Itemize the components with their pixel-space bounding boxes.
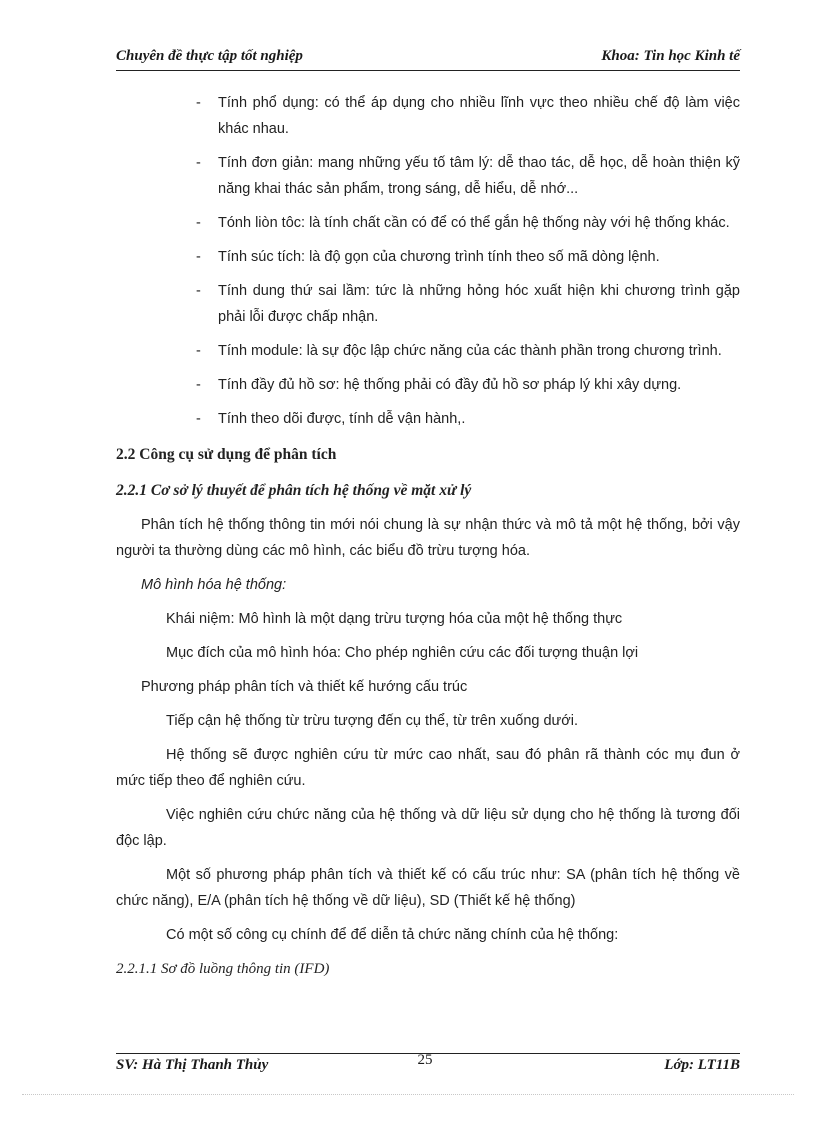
list-item: - Tính phổ dụng: có thể áp dụng cho nhiều lĩnh vực theo nhiều chế độ làm việc khác nhau. (196, 95, 740, 137)
list-item: - Tính module: là sự độc lập chức năng của các thành phần trong chương trình. (196, 343, 722, 359)
section-heading: 2.2 Công cụ sử dụng để phân tích (116, 446, 337, 463)
model-heading: Mô hình hóa hệ thống: (141, 577, 287, 593)
header-right: Khoa: Tin học Kinh tế (601, 48, 740, 64)
paragraph: Có một số công cụ chính để để diễn tả chức năng chính của hệ thống: (166, 927, 619, 943)
list-item: - Tính theo dõi được, tính dễ vận hành,. (196, 411, 466, 427)
page-header (116, 48, 740, 65)
criteria-list (116, 90, 740, 432)
list-item: - Tính dung thứ sai lầm: tức là những hỏng hóc xuất hiện khi chương trình gặp phải lỗi được chấp nhận. (196, 283, 740, 325)
footer-right: Lớp: LT11B (664, 1057, 740, 1073)
subsubsection-heading: 2.2.1.1 Sơ đồ luồng thông tin (IFD) (116, 961, 330, 977)
page-body (116, 90, 740, 982)
subsection-heading: 2.2.1 Cơ sở lý thuyết để phân tích hệ thống về mặt xử lý (116, 482, 472, 499)
footer-left: SV: Hà Thị Thanh Thủy (116, 1057, 269, 1073)
paragraph: Phân tích hệ thống thông tin mới nói chung là sự nhận thức và mô tả một hệ thống, bởi vậy người ta thường dùng các mô hình, các biểu đồ trừu tượng hóa. (116, 517, 740, 559)
page-number: 25 (417, 1052, 433, 1068)
method-line: Phương pháp phân tích và thiết kế hướng cấu trúc (141, 679, 468, 695)
list-item: - Tính đầy đủ hồ sơ: hệ thống phải có đầy đủ hồ sơ pháp lý khi xây dựng. (196, 377, 682, 393)
purpose-line: Mục đích của mô hình hóa: Cho phép nghiên cứu các đối tượng thuận lợi (166, 645, 639, 661)
list-item: - Tính đơn giản: mang những yếu tố tâm lý: dễ thao tác, dễ học, dễ hoàn thiện kỹ năng khai thác sản phẩm, trong sáng, dễ hiểu, dễ nhớ... (196, 155, 740, 197)
approach-line: Tiếp cận hệ thống từ trừu tượng đến cụ thể, từ trên xuống dưới. (166, 713, 579, 729)
page-edge-dots (22, 1094, 794, 1095)
list-item: - Tónh liòn tôc: là tính chất cần có để có thể gắn hệ thống này với hệ thống khác. (196, 215, 730, 231)
list-item: - Tính súc tích: là độ gọn của chương trình tính theo số mã dòng lệnh. (196, 249, 660, 265)
concept-line: Khái niệm: Mô hình là một dạng trừu tượng hóa của một hệ thống thực (166, 611, 623, 627)
paragraph: Một số phương pháp phân tích và thiết kế có cấu trúc như: SA (phân tích hệ thống về chức năng), E/A (phân tích hệ thống về dữ liệu), SD (Thiết kế hệ thống) (116, 867, 740, 909)
paragraph: Hệ thống sẽ được nghiên cứu từ mức cao nhất, sau đó phân rã thành cóc mụ đun ở mức tiếp theo để nghiên cứu. (116, 747, 740, 789)
header-left: Chuyên đề thực tập tốt nghiệp (116, 48, 303, 64)
paragraph: Việc nghiên cứu chức năng của hệ thống và dữ liệu sử dụng cho hệ thống là tương đối độc lập. (116, 807, 740, 849)
header-rule (116, 70, 740, 71)
